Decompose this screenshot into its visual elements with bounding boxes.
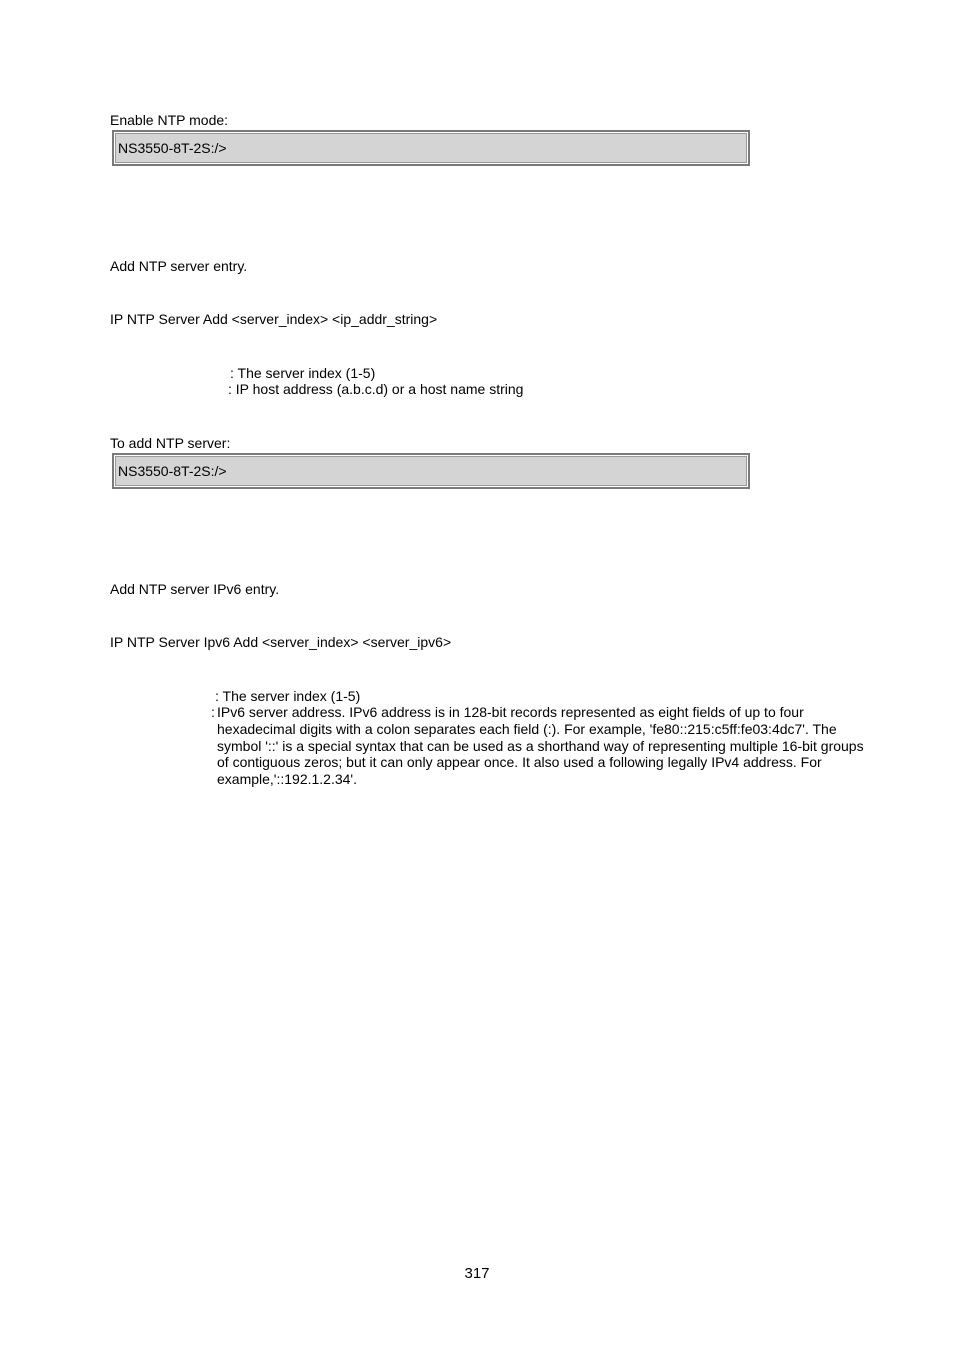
command-box	[112, 453, 750, 489]
param-server-index: : The server index (1-5)	[230, 365, 376, 381]
add-ipv6-description: Add NTP server IPv6 entry.	[110, 581, 280, 597]
param-ipv6-prefix: :	[211, 704, 215, 720]
command-prompt: NS3550-8T-2S:/>	[118, 140, 227, 156]
command-box	[112, 130, 750, 166]
enable-ntp-label: Enable NTP mode:	[110, 112, 229, 128]
page-number: 317	[464, 1265, 490, 1282]
param-ip-addr-string: : IP host address (a.b.c.d) or a host name string	[228, 381, 524, 397]
desc-line: example,'::192.1.2.34'.	[217, 771, 357, 787]
desc-line: hexadecimal digits with a colon separates each field (:). For example, 'fe80::215:c5ff:fe03:4dc7'. The	[217, 720, 837, 737]
param-ipv6-server-index: : The server index (1-5)	[215, 688, 361, 704]
add-ipv6-syntax: IP NTP Server Ipv6 Add <server_index> <server_ipv6>	[110, 634, 452, 650]
param-server-ipv6-description	[217, 704, 897, 788]
desc-line: IPv6 server address. IPv6 address is in 128-bit records represented as eight fields of up to four	[217, 704, 804, 720]
add-server-description: Add NTP server entry.	[110, 258, 248, 274]
add-server-syntax: IP NTP Server Add <server_index> <ip_addr_string>	[110, 311, 438, 327]
command-prompt: NS3550-8T-2S:/>	[118, 463, 227, 479]
desc-line: symbol '::' is a special syntax that can be used as a shorthand way of representing multiple 16-bit groups	[217, 737, 864, 754]
desc-line: of contiguous zeros; but it can only appear once. It also used a following legally IPv4 address. For	[217, 754, 822, 771]
add-server-example-label: To add NTP server:	[110, 435, 231, 451]
